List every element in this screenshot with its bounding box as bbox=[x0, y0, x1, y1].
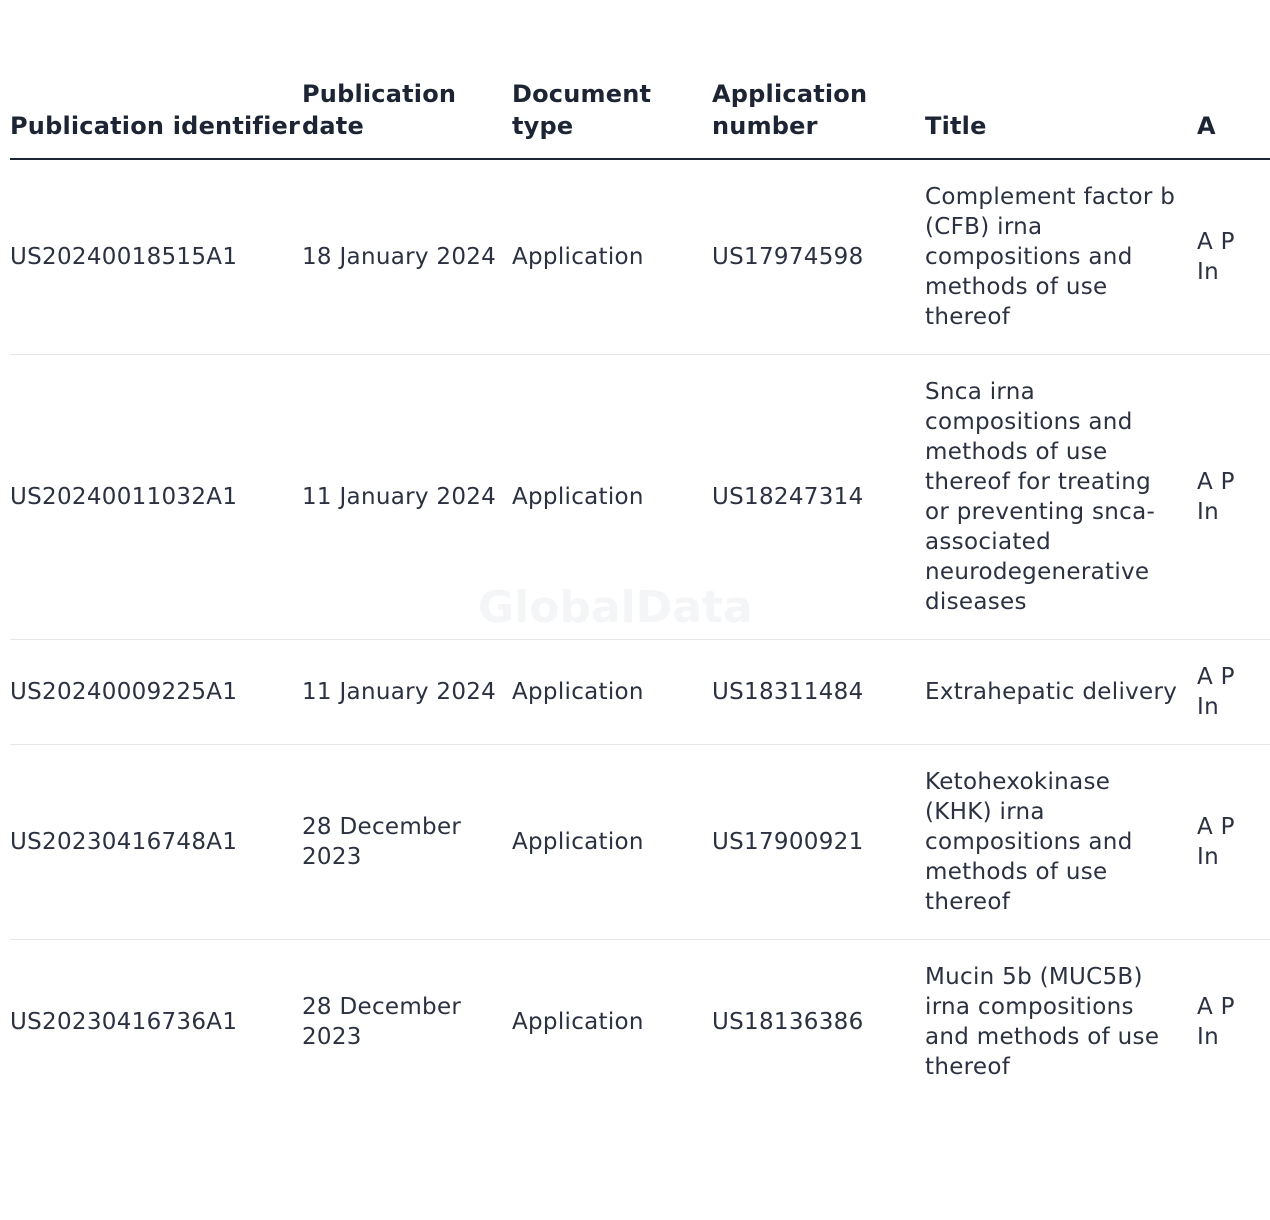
header-assignee[interactable]: A bbox=[1197, 78, 1270, 159]
cell-document-type: Application bbox=[512, 355, 712, 640]
cell-assignee: A P In bbox=[1197, 745, 1270, 940]
cell-publication-date: 11 January 2024 bbox=[302, 355, 512, 640]
cell-publication-date: 28 December 2023 bbox=[302, 745, 512, 940]
table-row[interactable] bbox=[10, 640, 1270, 745]
cell-assignee: A P In bbox=[1197, 640, 1270, 745]
cell-publication-date: 18 January 2024 bbox=[302, 159, 512, 355]
cell-application-number: US17974598 bbox=[712, 159, 925, 355]
cell-title: Ketohexokinase (KHK) irna compositions and methods of use thereof bbox=[925, 745, 1197, 940]
cell-publication-identifier: US20230416736A1 bbox=[10, 1009, 238, 1035]
cell-publication-date: 11 January 2024 bbox=[302, 640, 512, 745]
cell-application-number: US18311484 bbox=[712, 640, 925, 745]
table-row[interactable] bbox=[10, 940, 1270, 1105]
header-row bbox=[10, 78, 1270, 159]
table-row[interactable] bbox=[10, 159, 1270, 355]
watermark: GlobalData bbox=[478, 582, 753, 633]
cell-title: Complement factor b (CFB) irna compositions and methods of use thereof bbox=[925, 159, 1197, 355]
table-row[interactable] bbox=[10, 355, 1270, 640]
cell-title: Mucin 5b (MUC5B) irna compositions and methods of use thereof bbox=[925, 964, 1160, 1080]
patent-table bbox=[10, 78, 1270, 1104]
cell-assignee: A P In bbox=[1197, 159, 1270, 355]
table-header bbox=[10, 78, 1270, 159]
cell-publication-identifier: US20240009225A1 bbox=[10, 640, 302, 745]
cell-document-type: Application bbox=[512, 640, 712, 745]
header-publication-date[interactable]: Publication date bbox=[302, 78, 512, 159]
cell-assignee: A P In bbox=[1197, 355, 1270, 640]
header-publication-identifier[interactable]: Publication identifier bbox=[10, 78, 302, 159]
cell-publication-identifier: US20240011032A1 bbox=[10, 355, 302, 640]
header-title[interactable]: Title bbox=[925, 78, 1197, 159]
cell-document-type: Application bbox=[512, 745, 712, 940]
cell-title: Snca irna compositions and methods of use thereof for treating or preventing snca-associated neurodegenerative diseases bbox=[925, 355, 1197, 640]
table-body bbox=[10, 159, 1270, 1104]
cell-application-number: US17900921 bbox=[712, 745, 925, 940]
header-application-number[interactable]: Application number bbox=[712, 78, 925, 159]
cell-application-number: US18247314 bbox=[712, 355, 925, 640]
cell-publication-date: 28 December 2023 bbox=[302, 994, 462, 1050]
patent-table-container bbox=[10, 78, 1235, 1104]
cell-publication-identifier: US20240018515A1 bbox=[10, 159, 302, 355]
cell-application-number: US18136386 bbox=[712, 1009, 864, 1035]
cell-assignee: A P In bbox=[1197, 994, 1235, 1050]
header-document-type[interactable]: Document type bbox=[512, 78, 712, 159]
cell-document-type: Application bbox=[512, 159, 712, 355]
cell-title: Extrahepatic delivery bbox=[925, 640, 1197, 745]
cell-publication-identifier: US20230416748A1 bbox=[10, 745, 302, 940]
cell-document-type: Application bbox=[512, 1009, 644, 1035]
table-row[interactable] bbox=[10, 745, 1270, 940]
